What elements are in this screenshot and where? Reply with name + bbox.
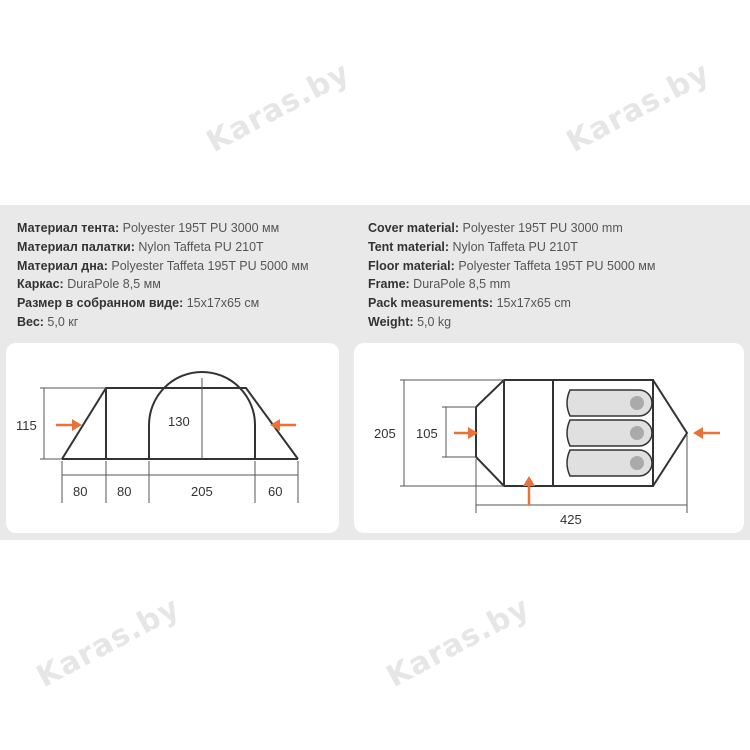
spec-row	[17, 219, 309, 238]
spec-row	[368, 257, 655, 276]
spec-value: Polyester 195T PU 3000 мм	[122, 221, 280, 235]
spec-row	[17, 294, 309, 313]
head-icon	[630, 426, 644, 440]
width-outer-label: 205	[374, 426, 396, 441]
spec-row	[17, 275, 309, 294]
length-label: 80	[117, 484, 132, 499]
top-view-diagram	[354, 343, 744, 533]
watermark: Karas.by	[30, 590, 186, 695]
spec-row	[368, 238, 655, 257]
spec-value: Nylon Taffeta PU 210T	[138, 239, 264, 254]
spec-label: Floor material:	[368, 258, 455, 273]
watermark: Karas.by	[200, 55, 356, 160]
spec-row	[17, 313, 309, 332]
spec-label: Cover material:	[368, 221, 460, 235]
spec-row	[368, 294, 655, 313]
head-icon	[630, 396, 644, 410]
spec-row	[17, 257, 309, 276]
height-outer-label: 115	[16, 418, 37, 433]
spec-row	[368, 219, 655, 238]
spec-row	[368, 275, 655, 294]
side-view-diagram	[6, 343, 339, 533]
spec-label: Материал дна:	[17, 258, 108, 273]
watermark: Karas.by	[560, 55, 716, 160]
spec-value: Polyester 195T PU 3000 mm	[462, 221, 623, 235]
side-view-panel	[6, 343, 339, 533]
spec-value: Polyester Taffeta 195T PU 5000 мм	[111, 258, 309, 273]
arrow-icon	[523, 476, 535, 486]
spec-value: Polyester Taffeta 195T PU 5000 мм	[458, 258, 656, 273]
spec-label: Материал тента:	[17, 221, 120, 235]
head-icon	[630, 456, 644, 470]
spec-label: Pack measurements:	[368, 296, 494, 311]
length-label: 80	[73, 484, 88, 499]
spec-label: Frame:	[368, 277, 410, 292]
specs-english	[368, 219, 655, 332]
spec-value: 5,0 кг	[47, 314, 79, 329]
spec-value: 15x17x65 см	[186, 296, 260, 311]
spec-value: DuraPole 8,5 mm	[413, 277, 511, 292]
spec-label: Вес:	[17, 314, 44, 329]
arrow-icon	[693, 427, 703, 439]
height-inner-label: 130	[168, 414, 190, 429]
sleeping-bag-heads	[630, 396, 644, 470]
spec-label: Каркас:	[17, 277, 64, 292]
specs-russian	[17, 219, 309, 332]
width-inner-label: 105	[416, 426, 438, 441]
spec-row	[368, 313, 655, 332]
spec-label: Материал палатки:	[17, 239, 135, 254]
spec-value: 5,0 kg	[417, 314, 452, 329]
spec-label: Tent material:	[368, 239, 450, 254]
top-view-panel	[354, 343, 744, 533]
watermark: Karas.by	[380, 590, 536, 695]
length-label: 425	[560, 512, 582, 527]
spec-value: 15x17x65 cm	[496, 296, 571, 311]
spec-row	[17, 238, 309, 257]
spec-label: Weight:	[368, 314, 414, 329]
length-label: 205	[191, 484, 213, 499]
spec-value: Nylon Taffeta PU 210T	[452, 239, 578, 254]
spec-label: Размер в собранном виде:	[17, 296, 184, 311]
length-label: 60	[268, 484, 283, 499]
spec-value: DuraPole 8,5 мм	[67, 277, 161, 292]
